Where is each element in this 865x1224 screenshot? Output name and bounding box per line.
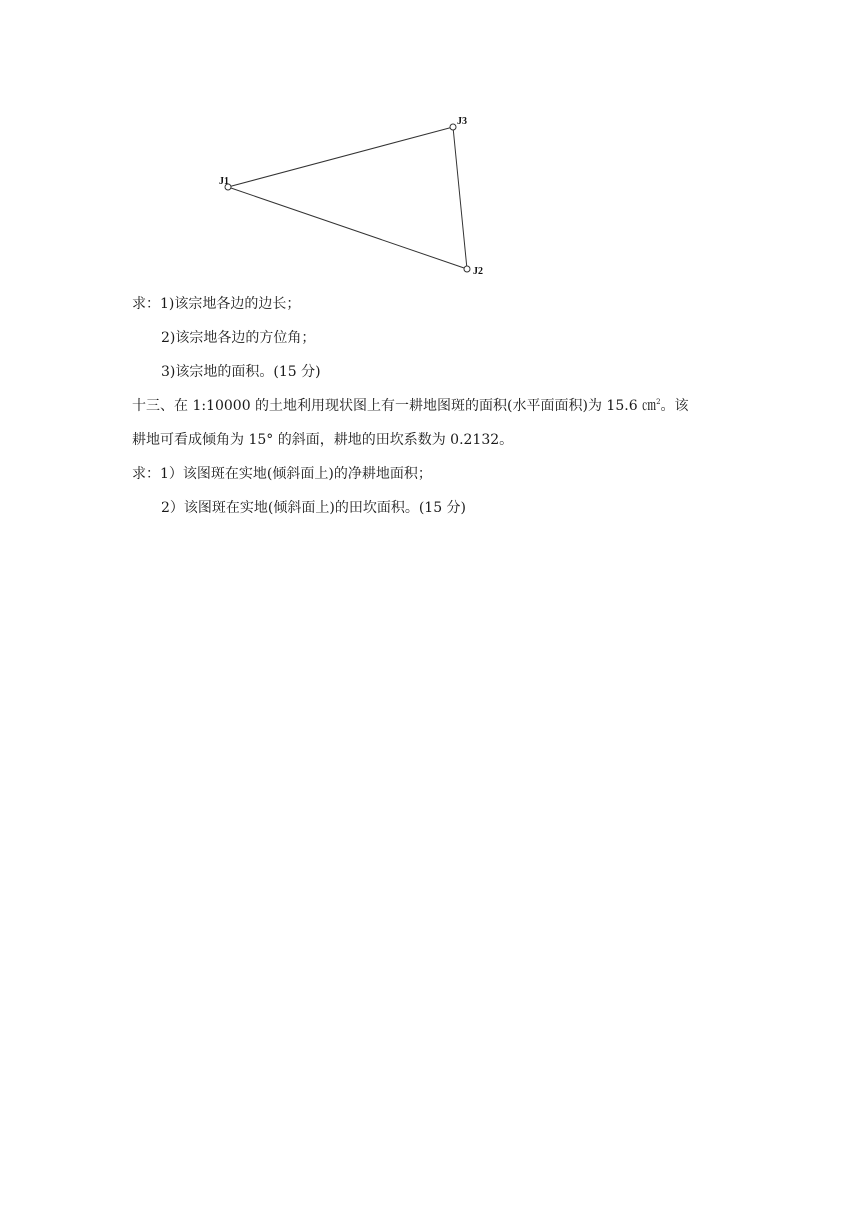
q13-statement-line-1 xyxy=(132,396,689,416)
q12-item-3: 3)该宗地的面积。(15 分) xyxy=(161,364,321,380)
point-j1-label: J1 xyxy=(219,176,229,187)
edge-j1-j2 xyxy=(228,187,467,269)
q13-item-2: 2）该图斑在实地(倾斜面上)的田坎面积。(15 分) xyxy=(161,500,467,516)
edge-j3-j2 xyxy=(453,127,467,269)
q13-line1-text: 十三、在 1:10000 的土地利用现状图上有一耕地图斑的面积(水平面面积)为 15.6 ㎝ xyxy=(132,398,657,414)
point-j3-marker xyxy=(450,124,456,130)
point-j2-label: J2 xyxy=(473,266,483,277)
edge-j1-j3 xyxy=(228,127,453,187)
point-j2-marker xyxy=(464,266,470,272)
q12-ask-intro: 求：1)该宗地各边的边长； xyxy=(132,296,301,312)
q13-statement-line-2: 耕地可看成倾角为 15° 的斜面，耕地的田坎系数为 0.2132。 xyxy=(132,432,514,448)
q13-line1-tail: 。该 xyxy=(660,398,689,414)
q13-line1-superscript: 2 xyxy=(656,398,661,406)
q12-item-2: 2)该宗地各边的方位角； xyxy=(161,330,316,346)
point-j3-label: J3 xyxy=(457,116,467,127)
triangle-diagram xyxy=(0,0,865,290)
q13-ask-intro: 求：1）该图斑在实地(倾斜面上)的净耕地面积； xyxy=(132,466,432,482)
parcel-triangle-figure xyxy=(0,0,865,290)
